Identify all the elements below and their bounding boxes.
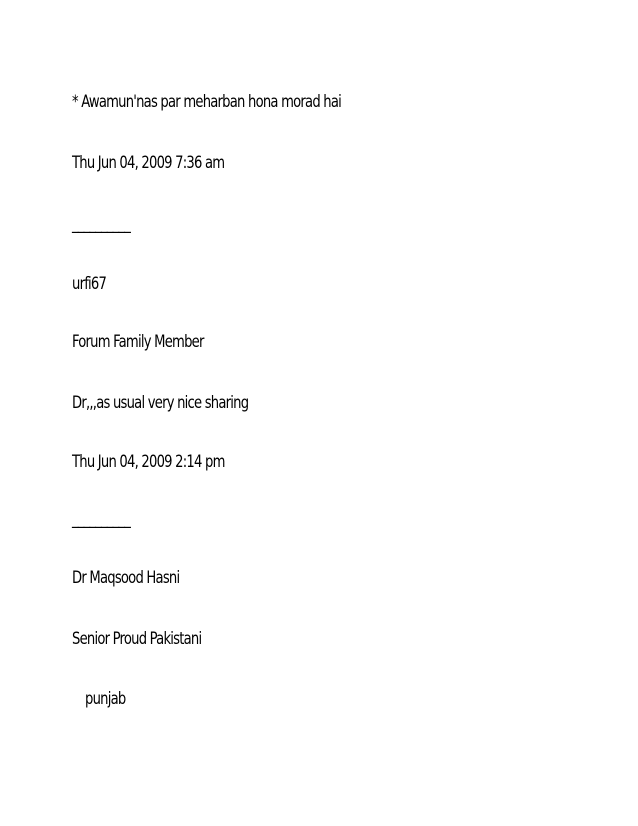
post-timestamp: Thu Jun 04, 2009 2:14 pm [72,452,225,472]
quote-line: * Awamun'nas par meharban hona morad hai [72,92,342,112]
signature-divider: __________ [72,214,131,234]
post-timestamp: Thu Jun 04, 2009 7:36 am [72,153,225,173]
author-location: punjab [85,689,126,709]
author-username: Dr Maqsood Hasni [72,568,180,588]
author-username: urfi67 [72,274,107,294]
signature-divider: __________ [72,509,131,529]
post-body: Dr,,,as usual very nice sharing [72,393,249,413]
author-rank: Forum Family Member [72,332,204,352]
author-rank: Senior Proud Pakistani [72,629,202,649]
